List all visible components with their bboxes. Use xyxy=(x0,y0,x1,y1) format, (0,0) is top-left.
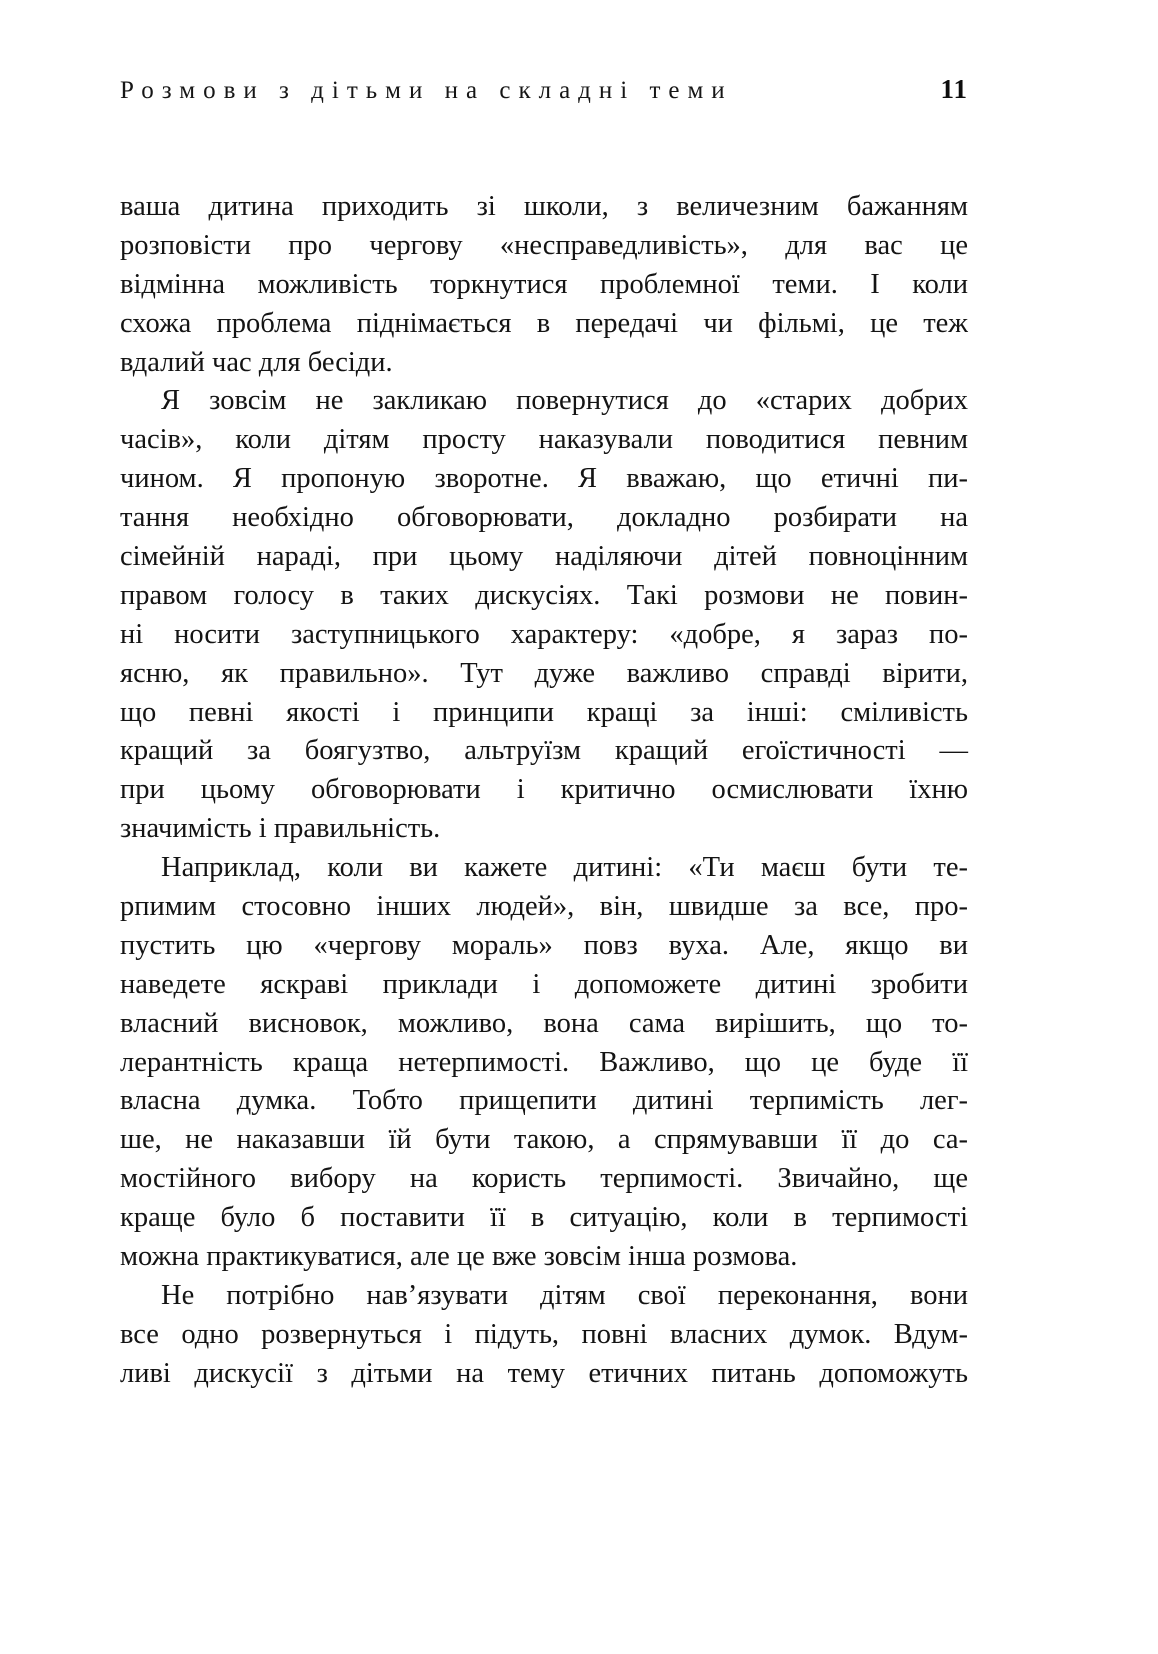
text-line: ясню, як правильно». Тут дуже важливо справді вірити, xyxy=(120,657,968,689)
text-line: ваша дитина приходить зі школи, з величезним бажанням xyxy=(120,191,968,222)
text-line: сімейній нараді, при цьому наділяючи дітей повноцінним xyxy=(120,541,968,573)
text-line: власний висновок, можливо, вона сама вирішить, що то- xyxy=(120,1007,968,1039)
text-line: все одно розвернуться і підуть, повні власних думок. Вдум- xyxy=(120,1318,968,1350)
text-line: можна практикуватися, але це вже зовсім інша розмова. xyxy=(120,1241,798,1273)
text-line: кращий за боягузтво, альтруїзм кращий егоїстичності — xyxy=(120,735,968,767)
running-title: Розмови з дітьми на складні теми xyxy=(120,77,733,104)
body-text xyxy=(120,188,968,1394)
page-header xyxy=(120,74,968,105)
text-line: вдалий час для бесіди. xyxy=(120,346,393,378)
text-line: ливі дискусії з дітьми на тему етичних питань допоможуть xyxy=(120,1357,968,1389)
text-line: часів», коли дітям просту наказували поводитися певним xyxy=(120,424,968,456)
paragraph xyxy=(120,849,968,1277)
text-line: чином. Я пропоную зворотне. Я вважаю, що етичні пи- xyxy=(120,463,968,495)
text-line: ні носити заступницького характеру: «добре, я зараз по- xyxy=(120,618,968,650)
text-line: власна думка. Тобто прищепити дитині терпимість лег- xyxy=(120,1085,968,1117)
text-line: схожа проблема піднімається в передачі чи фільмі, це теж xyxy=(120,307,968,339)
text-line: Не потрібно нав’язувати дітям свої переконання, вони xyxy=(161,1279,968,1311)
text-line: мостійного вибору на користь терпимості. Звичайно, ще xyxy=(120,1163,968,1195)
page-number: 11 xyxy=(940,74,968,104)
text-line: наведете яскраві приклади і допоможете дитині зробити xyxy=(120,968,968,1000)
text-line: Наприклад, коли ви кажете дитині: «Ти маєш бути те- xyxy=(161,852,968,884)
paragraph xyxy=(120,1277,968,1394)
paragraph xyxy=(120,188,968,382)
text-line: значимість і правильність. xyxy=(120,813,441,845)
text-line: рпимим стосовно інших людей», він, швидше за все, про- xyxy=(120,891,968,923)
text-line: тання необхідно обговорювати, докладно розбирати на xyxy=(120,502,968,534)
text-line: Я зовсім не закликаю повернутися до «старих добрих xyxy=(161,385,968,417)
paragraph xyxy=(120,382,968,849)
text-line: пустить цю «чергову мораль» повз вуха. Але, якщо ви xyxy=(120,929,968,961)
text-line: лерантність краща нетерпимості. Важливо, що це буде її xyxy=(120,1046,968,1078)
text-line: що певні якості і принципи кращі за інші: сміливість xyxy=(120,696,968,728)
text-line: відмінна можливість торкнутися проблемної теми. І коли xyxy=(120,268,968,300)
text-line: краще було б поставити її в ситуацію, коли в терпимості xyxy=(120,1202,968,1234)
text-line: правом голосу в таких дискусіях. Такі розмови не повин- xyxy=(120,579,968,611)
text-line: при цьому обговорювати і критично осмислювати їхню xyxy=(120,774,968,806)
text-line: розповісти про чергову «несправедливість», для вас це xyxy=(120,229,968,261)
text-line: ше, не наказавши їй бути такою, а спрямувавши її до са- xyxy=(120,1124,968,1156)
